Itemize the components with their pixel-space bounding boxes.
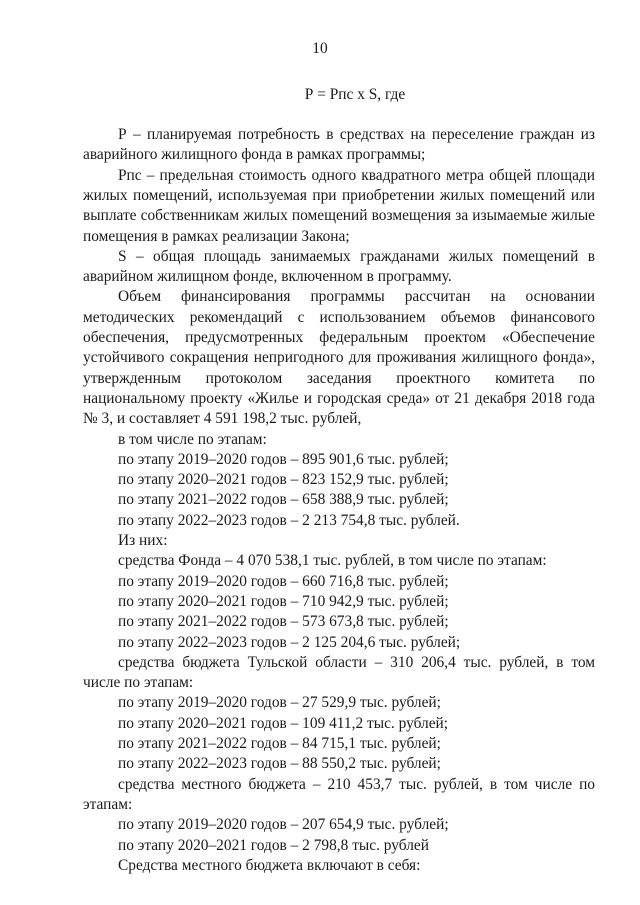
text-line: по этапу 2021–2022 годов – 84 715,1 тыс. рублей;	[118, 735, 441, 752]
text-line: № 3, и составляет 4 591 198,2 тыс. рублей,	[83, 410, 362, 428]
text-line: по этапу 2019–2020 годов – 660 716,8 тыс. рублей;	[118, 572, 449, 590]
text-line: по этапу 2022–2023 годов – 88 550,2 тыс. рублей;	[118, 755, 441, 773]
text-line: по этапу 2019–2020 годов – 895 901,6 тыс. рублей;	[118, 450, 449, 468]
text-line: средства Фонда – 4 070 538,1 тыс. рублей, в том числе по этапам:	[118, 552, 547, 570]
text-line: по этапу 2021–2022 годов – 573 673,8 тыс. рублей;	[118, 613, 449, 631]
text-line: по этапу 2020–2021 годов – 823 152,9 тыс. рублей;	[118, 471, 449, 489]
text-line: по этапу 2019–2020 годов – 27 529,9 тыс. рублей;	[118, 694, 441, 712]
text-line: по этапу 2021–2022 годов – 658 388,9 тыс. рублей;	[118, 491, 449, 509]
text-line: Средства местного бюджета включают в себя:	[118, 856, 421, 874]
text-line: средства бюджета Тульской области – 310 206,4 тыс. рублей, в том	[118, 653, 595, 671]
text-line: по этапу 2022–2023 годов – 2 125 204,6 тыс. рублей;	[118, 633, 461, 651]
text-line: жилых помещений, используемая при приобретении жилых помещений или	[83, 186, 595, 204]
formula: Р = Рпс x S, где	[304, 86, 406, 103]
text-line: по этапу 2020–2021 годов – 710 942,9 тыс. рублей;	[118, 592, 449, 610]
text-line: средства местного бюджета – 210 453,7 тыс. рублей, в том числе по	[118, 775, 595, 793]
text-line: S – общая площадь занимаемых гражданами жилых помещений в	[118, 247, 595, 265]
text-line: по этапу 2020–2021 годов – 2 798,8 тыс. рублей	[118, 836, 429, 854]
text-line: по этапу 2022–2023 годов – 2 213 754,8 тыс. рублей.	[118, 511, 460, 529]
text-line: национальному проекту «Жилье и городская среда» от 21 декабря 2018 года	[83, 389, 595, 407]
text-line: аварийном жилищном фонде, включенном в программу.	[83, 268, 452, 286]
text-line: аварийного жилищного фонда в рамках программы;	[83, 146, 426, 164]
text-line: в том числе по этапам:	[118, 430, 267, 448]
text-line: утвержденным протоколом заседания проектного комитета по	[83, 369, 595, 387]
text-line: числе по этапам:	[83, 674, 194, 692]
page-number: 10	[312, 40, 328, 57]
text-line: по этапу 2020–2021 годов – 109 411,2 тыс. рублей;	[118, 714, 449, 732]
text-line: Рпс – предельная стоимость одного квадратного метра общей площади	[118, 166, 595, 184]
text-line: помещения в рамках реализации Закона;	[83, 227, 350, 245]
text-line: устойчивого сокращения непригодного для проживания жилищного фонда»,	[83, 349, 595, 367]
text-line: Р – планируемая потребность в средствах на переселение граждан из	[118, 126, 595, 143]
text-line: по этапу 2019–2020 годов – 207 654,9 тыс. рублей;	[118, 816, 449, 834]
text-line: обеспечения, предусмотренных федеральным проектом «Обеспечение	[83, 329, 595, 346]
text-line: Объем финансирования программы рассчитан на основании	[118, 288, 595, 306]
text-line: выплате собственникам жилых помещений возмещения за изымаемые жилые	[83, 207, 595, 225]
text-line: этапам:	[83, 795, 133, 813]
text-line: методических рекомендаций с использованием объемов финансового	[83, 308, 595, 326]
text-line: Из них:	[118, 532, 168, 549]
